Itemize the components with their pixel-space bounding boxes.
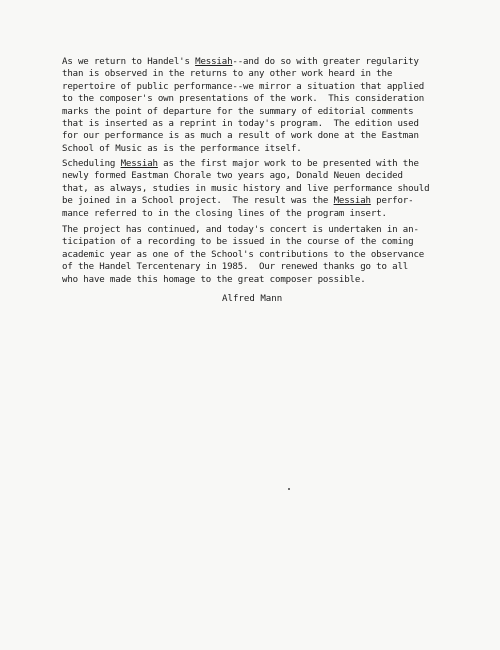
text-line: than is observed in the returns to any other work heard in the [62, 69, 393, 80]
text-run: --and do so with greater regularity [232, 57, 419, 67]
signature: Alfred Mann [222, 294, 283, 304]
text-line [62, 195, 442, 207]
text-line: that, as always, studies in music history and live performance should [62, 183, 430, 194]
text-run: As we return to Handel's [62, 57, 196, 67]
text-line: for our performance is as much a result of work done at the Eastman [62, 131, 419, 142]
text-line: of the Handel Tercentenary in 1985. Our renewed thanks go to all [62, 262, 409, 273]
text-line: School of Music as is the performance itself. [62, 143, 302, 154]
paragraph-1 [62, 56, 442, 155]
text-line: marks the point of departure for the summary of editorial comments [62, 106, 414, 117]
work-title: Messiah [195, 57, 233, 67]
text-run: Scheduling [62, 159, 121, 169]
text-line: repertoire of public performance--we mirror a situation that applied [62, 81, 425, 92]
paragraph-2 [62, 158, 442, 220]
work-title: Messiah [333, 196, 371, 207]
text-line [62, 56, 442, 68]
text-line: who have made this homage to the great composer possible. [62, 274, 366, 285]
text-line: to the composer's own presentations of the work. This consideration [62, 94, 425, 105]
text-line: mance referred to in the closing lines of the program insert. [62, 208, 387, 219]
text-line: academic year as one of the School's contributions to the observance [62, 249, 425, 260]
text-line: ticipation of a recording to be issued in the course of the coming [62, 237, 414, 248]
text-run: perfor- [370, 196, 414, 207]
text-run: be joined in a School project. The result was the [62, 196, 334, 207]
paragraph-3 [62, 224, 442, 286]
text-line: The project has continued, and today's concert is undertaken in an- [62, 225, 419, 235]
text-line [62, 158, 442, 170]
text-line: newly formed Eastman Chorale two years ago, Donald Neuen decided [62, 171, 403, 182]
paper-speck [288, 488, 290, 490]
work-title: Messiah [120, 159, 158, 169]
text-line: that is inserted as a reprint in today's program. The edition used [62, 119, 419, 130]
text-run: as the first major work to be presented with the [157, 159, 419, 169]
